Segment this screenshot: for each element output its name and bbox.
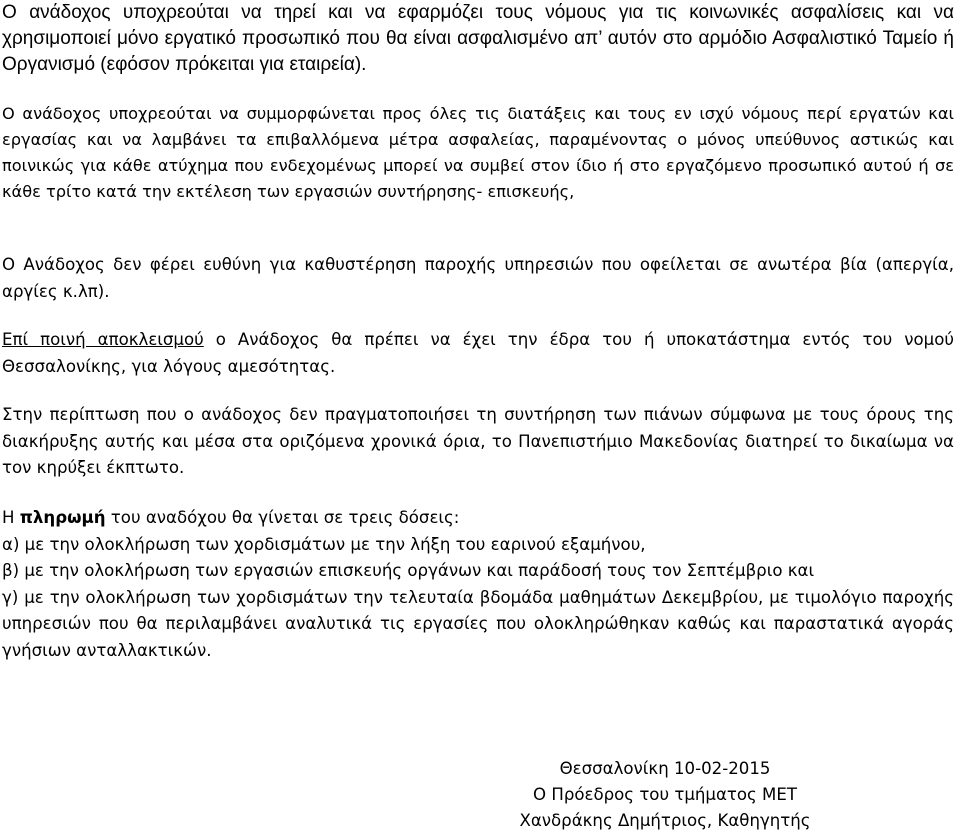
payment-intro-suffix: του αναδόχου θα γίνεται σε τρεις δόσεις: bbox=[105, 508, 460, 527]
payment-item-a: α) με την ολοκλήρωση των χορδισμάτων με την λήξη του εαρινού εξαμήνου, bbox=[2, 534, 646, 554]
payment-item-b: β) με την ολοκλήρωση των εργασιών επισκευής οργάνων και παράδοσή τους τον Σεπτέμβριο και bbox=[2, 561, 815, 580]
signature-place-date: Θεσσαλονίκη 10-02-2015 bbox=[559, 759, 771, 778]
payment-section bbox=[2, 505, 954, 664]
contractor-seat-text: ο Ανάδοχος θα πρέπει να έχει την έδρα του ή υποκατάστημα εντός του νομού Θεσσαλονίκης, για λόγους αμεσότητας. bbox=[2, 330, 954, 376]
paragraph-forfeiture: Στην περίπτωση που ο ανάδοχος δεν πραγματοποιήσει τη συντήρηση των πιάνων σύμφωνα με τους όρους της διακήρυξης αυτής και μέσα στα οριζόμενα χρονικά όρια, το Πανεπιστήμιο Μακεδονίας διατηρεί το δικαίωμα να τον κηρύξει έκπτωτο. bbox=[2, 405, 954, 477]
paragraph-force-majeure: Ο Ανάδοχος δεν φέρει ευθύνη για καθυστέρηση παροχής υπηρεσιών που οφείλεται σε ανωτέρα βία (απεργία, αργίες κ.λπ). bbox=[2, 255, 954, 301]
paragraph-labor-law-compliance: Ο ανάδοχος υποχρεούται να συμμορφώνεται προς όλες τις διατάξεις και τους εν ισχύ νόμους περί εργατών και εργασίας και να λαμβάνει τα επιβαλλόμενα μέτρα ασφαλείας, παραμένοντας ο μόνος υπεύθυνος αστικώς και ποινικώς για κάθε ατύχημα που ενδεχομένως μπορεί να συμβεί στον ίδιο ή στο εργαζόμενο προσωπικό αυτού ή σε κάθε τρίτο κατά την εκτέλεση των εργασιών συντήρησης- επισκευής, bbox=[2, 104, 954, 201]
signature-role: Ο Πρόεδρος του τμήματος ΜΕΤ bbox=[533, 785, 797, 804]
exclusion-penalty-phrase: Επί ποινή αποκλεισμού bbox=[2, 330, 204, 349]
payment-intro bbox=[2, 505, 954, 532]
signature-name: Χανδράκης Δημήτριος, Καθηγητής bbox=[519, 811, 811, 830]
paragraph-social-insurance: Ο ανάδοχος υποχρεούται να τηρεί και να εφαρμόζει τους νόμους για τις κοινωνικές ασφαλίσεις και να χρησιμοποιεί μόνο εργατικό προσωπικό που θα είναι ασφαλισμένο απ’ αυτόν στο αρμόδιο Ασφαλιστικό Ταμείο ή Οργανισμό (εφόσον πρόκειται για εταιρεία). bbox=[2, 2, 954, 75]
paragraph-contractor-seat bbox=[2, 327, 954, 380]
payment-item-c: γ) με την ολοκλήρωση των χορδισμάτων την τελευταία βδομάδα μαθημάτων Δεκεμβρίου, με τιμολόγιο παροχής υπηρεσιών που θα περιλαμβάνει αναλυτικά τις εργασίες που ολοκληρώθηκαν καθώς και παραστατικά αγοράς γνήσιων ανταλλακτικών. bbox=[2, 587, 954, 660]
payment-intro-prefix: Η bbox=[2, 508, 20, 527]
payment-keyword: πληρωμή bbox=[19, 508, 106, 527]
